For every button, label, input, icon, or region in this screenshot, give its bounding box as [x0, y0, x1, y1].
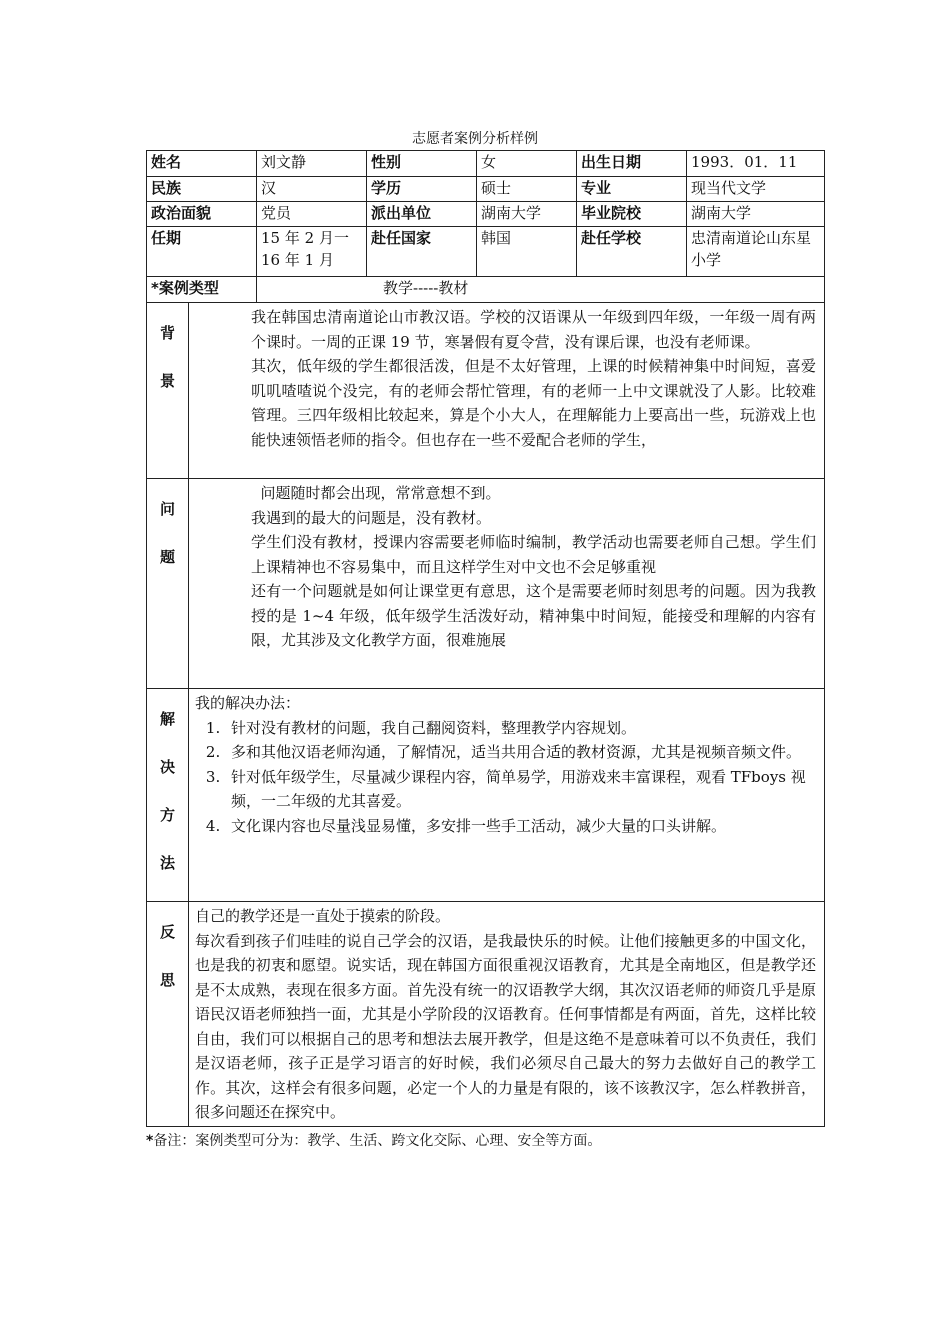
problem-text: 问题随时都会出现，常常意想不到。 我遇到的最大的问题是，没有教材。 学生们没有教材，授课内容需要老师临时编制，教学活动也需要老师自己想。学生们上课精神也不容易集中，而且这样学生对中文也不会足够重视 还有一个问题就是如何让课堂更有意思，这个是需要老师时刻思考的问题。因为我教授的是 1~4 年级，低年级学生活泼好动，精神集中时间短，能接受和理解的内容有限，尤其涉及文化教学方面，很难施展	[189, 479, 825, 689]
solution-label: 解 决 方 法	[147, 689, 189, 902]
birth-value: 1993．01．11	[687, 151, 825, 177]
school-value: 忠清南道论山东星小学	[687, 227, 825, 277]
country-label: 赴任国家	[367, 227, 477, 277]
gender-label: 性别	[367, 151, 477, 177]
solution-text: 我的解决办法： 1. 针对没有教材的问题，我自己翻阅资料，整理教学内容规划。 2. 多和其他汉语老师沟通，了解情况，适当共用合适的教材资源，尤其是视频音频文件。 3. 针对低年级学生，尽量减少课程内容，简单易学，用游戏来丰富课程，观看 TFboys 视频，一二年级的尤其喜爱。 4. 文化课内容也尽量浅显易懂，多安排一些手工活动，减少大量的口头讲解。	[189, 689, 825, 902]
birth-label: 出生日期	[577, 151, 687, 177]
edu-value: 硕士	[477, 177, 577, 202]
major-value: 现当代文学	[687, 177, 825, 202]
background-text: 我在韩国忠清南道论山市教汉语。学校的汉语课从一年级到四年级，一年级一周有两个课时。一周的正课 19 节，寒暑假有夏令营，没有课后课，也没有老师课。 其次，低年级的学生都很活泼，但是不太好管理，上课的时候精神集中时间短，喜爱叽叽喳喳说个没完，有的老师会帮忙管理，有的老师一上中文课就没了人影。比较难管理。三四年级相比较起来，算是个小大人，在理解能力上要高出一些，玩游戏上也能快速领悟老师的指令。但也存在一些不爱配合老师的学生，	[189, 303, 825, 479]
unit-label: 派出单位	[367, 202, 477, 227]
political-label: 政治面貌	[147, 202, 257, 227]
gender-value: 女	[477, 151, 577, 177]
political-value: 党员	[257, 202, 367, 227]
section-solution	[147, 689, 825, 902]
grad-label: 毕业院校	[577, 202, 687, 227]
ethnic-value: 汉	[257, 177, 367, 202]
reflection-label: 反 思	[147, 902, 189, 1127]
list-item: 1. 针对没有教材的问题，我自己翻阅资料，整理教学内容规划。	[225, 716, 816, 741]
problem-label: 问 题	[147, 479, 189, 689]
background-label: 背 景	[147, 303, 189, 479]
solution-list	[195, 716, 816, 839]
school-label: 赴任学校	[577, 227, 687, 277]
row-term	[147, 227, 825, 277]
list-item: 2. 多和其他汉语老师沟通，了解情况，适当共用合适的教材资源，尤其是视频音频文件。	[225, 740, 816, 765]
ethnic-label: 民族	[147, 177, 257, 202]
edu-label: 学历	[367, 177, 477, 202]
reflection-text: 自己的教学还是一直处于摸索的阶段。 每次看到孩子们哇哇的说自己学会的汉语，是我最快乐的时候。让他们接触更多的中国文化，也是我的初衷和愿望。说实话，现在韩国方面很重视汉语教育，尤其是全南地区，但是教学还是不太成熟，表现在很多方面。首先没有统一的汉语教学大纲，其次汉语老师的师资几乎是原语民汉语老师独挡一面，尤其是小学阶段的汉语教育。任何事情都是有两面，首先，这样比较自由，我们可以根据自己的思考和想法去展开教学，但是这绝不是意味着可以不负责任，我们是汉语老师，孩子正是学习语言的好时候，我们必须尽自己最大的努力去做好自己的教学工作。其次，这样会有很多问题，必定一个人的力量是有限的，该不该教汉字，怎么样教拼音，很多问题还在探究中。	[189, 902, 825, 1127]
row-political	[147, 202, 825, 227]
term-label: 任期	[147, 227, 257, 277]
footnote: *备注：案例类型可分为：教学、生活、跨文化交际、心理、安全等方面。	[146, 1133, 602, 1149]
major-label: 专业	[577, 177, 687, 202]
row-ethnic	[147, 177, 825, 202]
name-label: 姓名	[147, 151, 257, 177]
document-title: 志愿者案例分析样例	[412, 131, 538, 147]
name-value: 刘文静	[257, 151, 367, 177]
row-type	[147, 277, 825, 303]
unit-value: 湖南大学	[477, 202, 577, 227]
section-background	[147, 303, 825, 479]
list-item: 3. 针对低年级学生，尽量减少课程内容，简单易学，用游戏来丰富课程，观看 TFboys 视频，一二年级的尤其喜爱。	[225, 765, 816, 814]
row-name	[147, 151, 825, 177]
section-problem	[147, 479, 825, 689]
section-reflection	[147, 902, 825, 1127]
case-table	[146, 150, 825, 1127]
list-item: 4. 文化课内容也尽量浅显易懂，多安排一些手工活动，减少大量的口头讲解。	[225, 814, 816, 839]
type-value: 教学-----教材	[257, 277, 825, 303]
term-value: 15 年 2 月一16 年 1 月	[257, 227, 367, 277]
type-label: *案例类型	[147, 277, 257, 303]
grad-value: 湖南大学	[687, 202, 825, 227]
country-value: 韩国	[477, 227, 577, 277]
